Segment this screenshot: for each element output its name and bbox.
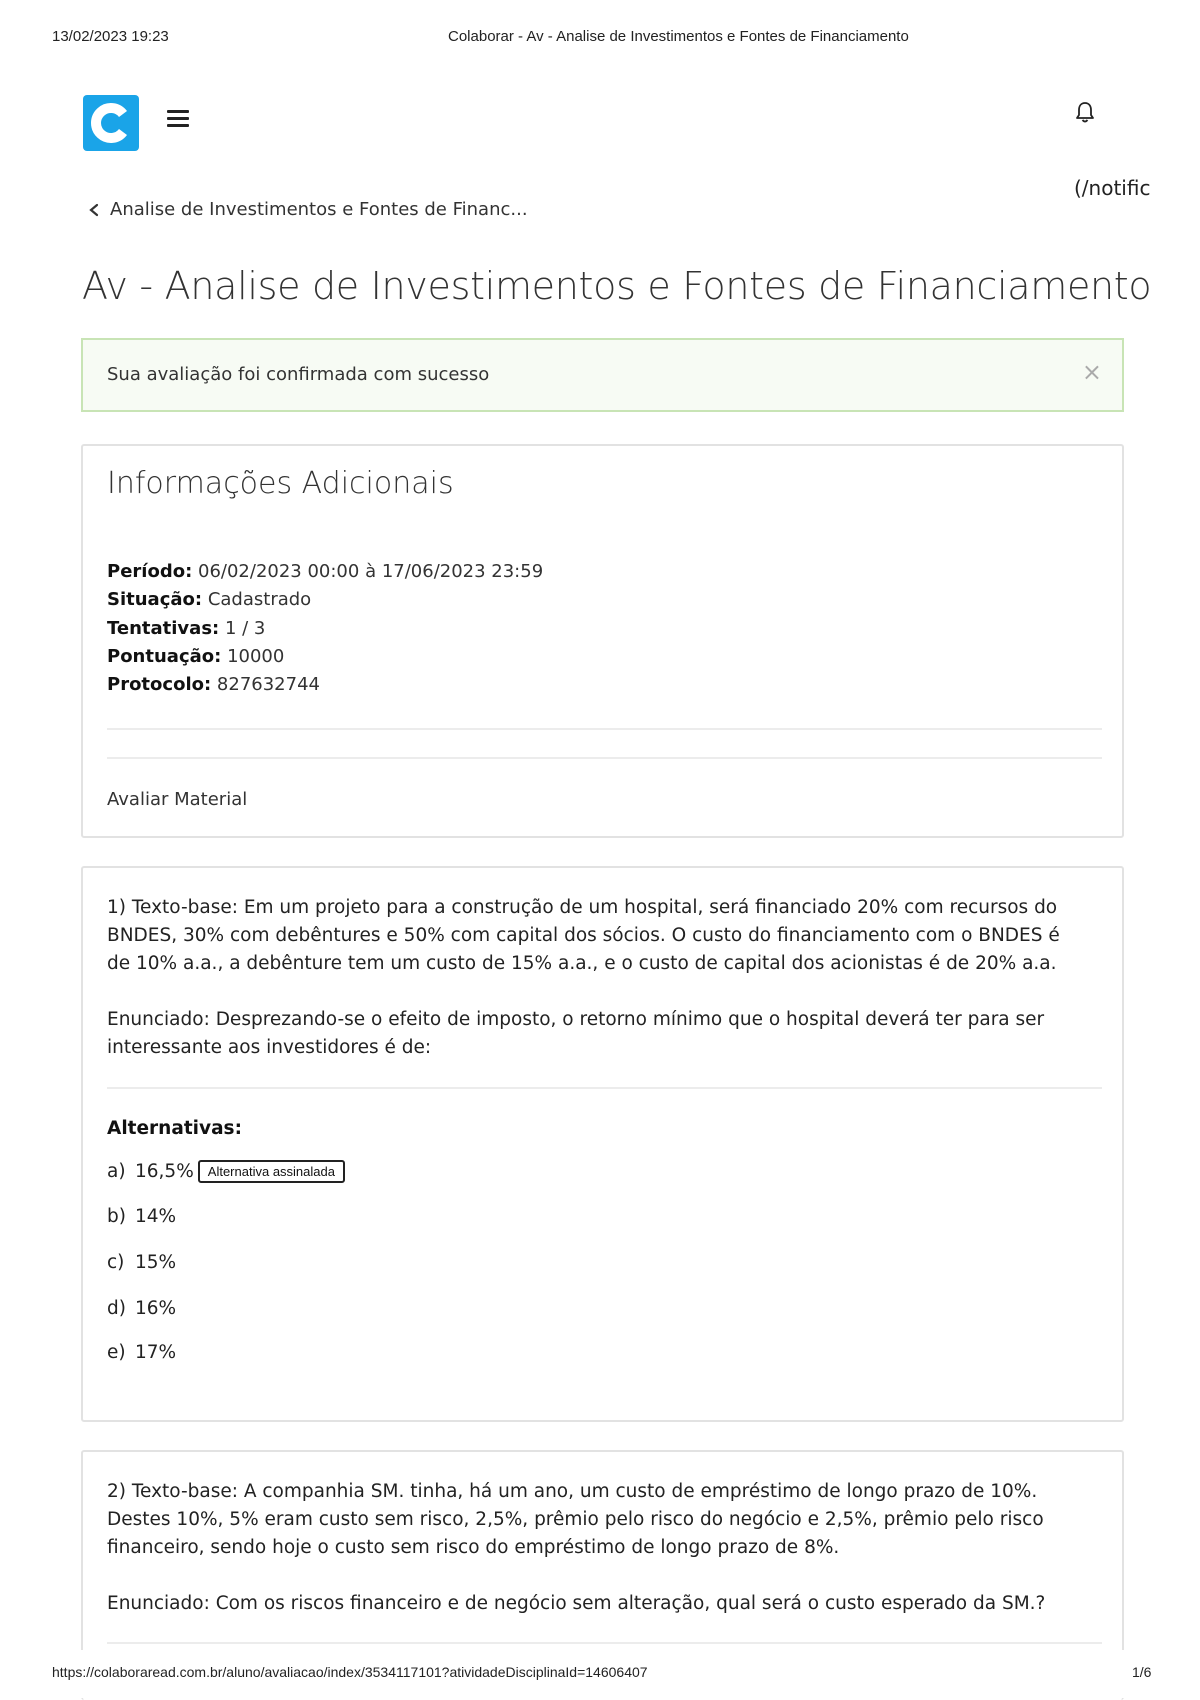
print-page-number: 1/6 — [1132, 1664, 1152, 1680]
info-pontuacao: Pontuação: 10000 — [107, 646, 285, 667]
breadcrumb-label: Analise de Investimentos e Fontes de Financ... — [110, 199, 528, 220]
alternative-d: d) 16% — [107, 1298, 177, 1319]
divider — [107, 728, 1102, 730]
alert-message: Sua avaliação foi confirmada com sucesso — [107, 364, 490, 385]
print-datetime: 13/02/2023 19:23 — [52, 28, 169, 45]
page-title: Av - Analise de Investimentos e Fontes de Financiamento — [82, 264, 1152, 308]
colaborar-logo-icon — [83, 95, 139, 151]
question-1-card — [81, 866, 1124, 1422]
alternative-c: c) 15% — [107, 1252, 177, 1273]
rate-material-link[interactable]: Avaliar Material — [107, 789, 248, 810]
alternative-a: a) 16,5% Alternativa assinalada — [107, 1160, 345, 1183]
divider — [107, 1087, 1102, 1089]
print-url: https://colaboraread.com.br/aluno/avaliacao/index/3534117101?atividadeDisciplinaId=14606407 — [52, 1664, 648, 1680]
chevron-left-icon — [88, 203, 100, 217]
question-2-statement: Enunciado: Com os riscos financeiro e de negócio sem alteração, qual será o custo esperado da SM.? — [107, 1593, 1046, 1614]
colaborar-logo[interactable] — [83, 95, 139, 151]
info-periodo: Período: 06/02/2023 00:00 à 17/06/2023 23:59 — [107, 561, 544, 582]
info-card — [81, 444, 1124, 838]
info-protocolo: Protocolo: 827632744 — [107, 674, 320, 695]
notifications-link[interactable]: (/notific — [1074, 176, 1151, 200]
alternative-b: b) 14% — [107, 1206, 177, 1227]
info-tentativas: Tentativas: 1 / 3 — [107, 618, 266, 639]
info-card-title: Informações Adicionais — [107, 466, 454, 501]
menu-hamburger-icon[interactable] — [167, 110, 189, 128]
notification-bell-icon[interactable] — [1074, 100, 1096, 124]
alternative-e: e) 17% — [107, 1342, 177, 1363]
info-situacao: Situação: Cadastrado — [107, 589, 312, 610]
question-2-text-base: 2) Texto-base: A companhia SM. tinha, há um ano, um custo de empréstimo de longo prazo de 10%. Destes 10%, 5% eram custo sem risco, 2,5%, prêmio pelo risco do negócio e 2,5%, prêmio pelo risco financeiro, sendo hoje o custo sem risco do empréstimo de longo prazo de 8%. — [107, 1481, 1044, 1558]
success-alert — [81, 338, 1124, 412]
selected-badge: Alternativa assinalada — [198, 1160, 345, 1183]
breadcrumb[interactable] — [88, 199, 528, 220]
alternatives-heading: Alternativas: — [107, 1118, 242, 1139]
print-title: Colaborar - Av - Analise de Investimentos e Fontes de Financiamento — [448, 28, 909, 45]
question-1-text-base: 1) Texto-base: Em um projeto para a construção de um hospital, será financiado 20% com recursos do BNDES, 30% com debêntures e 50% com capital dos sócios. O custo do financiamento com o BNDES é de 10% a.a., a debênture tem um custo de 15% a.a., e o custo de capital dos acionistas é de 20% a.a. — [107, 897, 1060, 974]
divider — [107, 757, 1102, 759]
question-1-statement: Enunciado: Desprezando-se o efeito de imposto, o retorno mínimo que o hospital deverá ter para ser interessante aos investidores é de: — [107, 1009, 1045, 1058]
close-icon[interactable]: × — [1081, 358, 1102, 386]
divider — [107, 1642, 1102, 1644]
